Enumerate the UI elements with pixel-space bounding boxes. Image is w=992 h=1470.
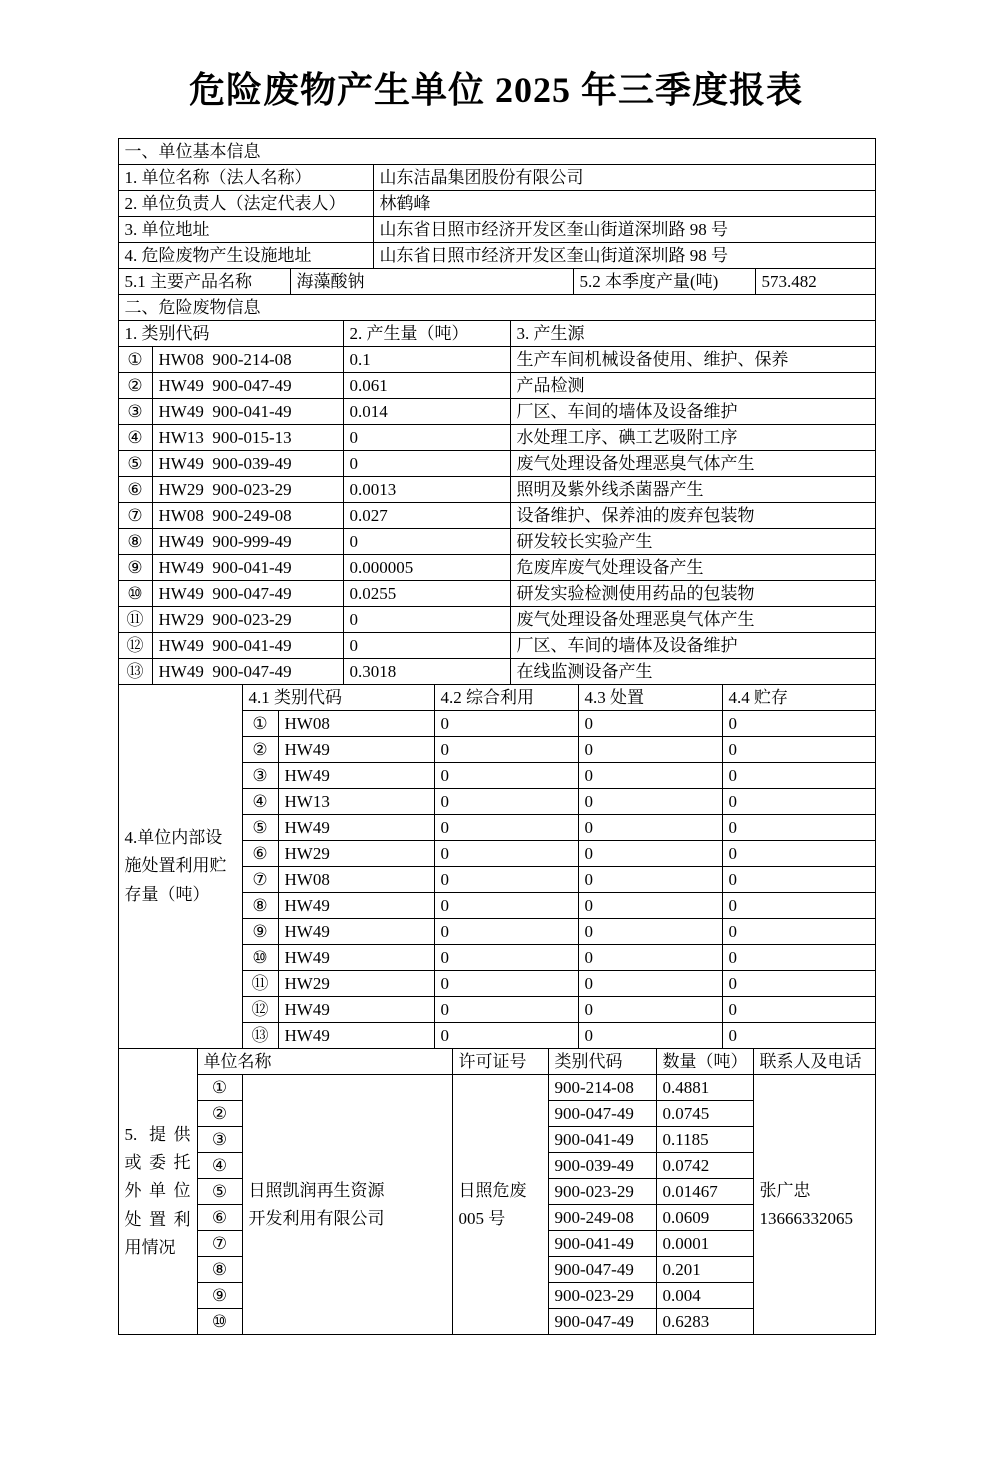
- dispose-qty-cell: 0: [578, 789, 722, 815]
- row-number-cell: ⑫: [118, 633, 152, 659]
- col-header-quantity: 数量（吨）: [656, 1049, 753, 1075]
- waste-code-cell: 900-041-49: [548, 1231, 656, 1257]
- reuse-qty-cell: 0: [434, 815, 578, 841]
- main-product-label: 5.1 主要产品名称: [118, 269, 290, 295]
- generated-qty-cell: 0.0013: [343, 477, 510, 503]
- waste-code-cell: HW49 900-047-49: [152, 373, 343, 399]
- generated-qty-cell: 0.061: [343, 373, 510, 399]
- waste-info-row: [118, 633, 875, 659]
- store-qty-cell: 0: [722, 997, 875, 1023]
- generated-qty-cell: 0.014: [343, 399, 510, 425]
- waste-code-cell: HW49: [278, 763, 434, 789]
- waste-code-cell: 900-249-08: [548, 1205, 656, 1231]
- source-cell: 厂区、车间的墙体及设备维护: [510, 399, 875, 425]
- source-cell: 生产车间机械设备使用、维护、保养: [510, 347, 875, 373]
- waste-code-cell: HW49: [278, 815, 434, 841]
- row-number-cell: ②: [118, 373, 152, 399]
- source-cell: 厂区、车间的墙体及设备维护: [510, 633, 875, 659]
- facility-address-label: 4. 危险废物产生设施地址: [118, 243, 373, 269]
- dispose-qty-cell: 0: [578, 711, 722, 737]
- generated-qty-cell: 0: [343, 607, 510, 633]
- row-number-cell: ⑤: [118, 451, 152, 477]
- dispose-qty-cell: 0: [578, 867, 722, 893]
- waste-code-cell: HW29: [278, 971, 434, 997]
- permit-number-line1: 日照危废: [458, 1181, 527, 1201]
- quantity-cell: 0.0001: [656, 1231, 753, 1257]
- reuse-qty-cell: 0: [434, 867, 578, 893]
- waste-info-row: [118, 477, 875, 503]
- waste-code-cell: 900-047-49: [548, 1309, 656, 1335]
- dispose-qty-cell: 0: [578, 971, 722, 997]
- row-number-cell: ⑦: [242, 867, 278, 893]
- source-cell: 产品检测: [510, 373, 875, 399]
- waste-info-row: [118, 581, 875, 607]
- waste-code-cell: HW08: [278, 711, 434, 737]
- row-number-cell: ⑪: [242, 971, 278, 997]
- waste-info-row: [118, 373, 875, 399]
- waste-info-row: [118, 347, 875, 373]
- col-header-category-code: 1. 类别代码: [118, 321, 343, 347]
- row-number-cell: ⑧: [197, 1257, 242, 1283]
- unit-address-label: 3. 单位地址: [118, 217, 373, 243]
- row-number-cell: ⑨: [118, 555, 152, 581]
- waste-code-cell: HW08: [278, 867, 434, 893]
- row-number-cell: ⑤: [242, 815, 278, 841]
- row-number-cell: ②: [197, 1101, 242, 1127]
- receiving-company-line1: 日照凯润再生资源: [248, 1181, 385, 1201]
- reuse-qty-cell: 0: [434, 763, 578, 789]
- source-cell: 废气处理设备处理恶臭气体产生: [510, 607, 875, 633]
- waste-code-cell: HW49: [278, 1023, 434, 1049]
- waste-code-cell: 900-041-49: [548, 1127, 656, 1153]
- facility-address-value: 山东省日照市经济开发区奎山街道深圳路 98 号: [373, 243, 875, 269]
- waste-code-cell: HW49: [278, 997, 434, 1023]
- reuse-qty-cell: 0: [434, 711, 578, 737]
- waste-code-cell: 900-214-08: [548, 1075, 656, 1101]
- store-qty-cell: 0: [722, 763, 875, 789]
- source-cell: 研发实验检测使用药品的包装物: [510, 581, 875, 607]
- reuse-qty-cell: 0: [434, 789, 578, 815]
- external-disposal-table: [118, 1048, 876, 1335]
- table-row: [118, 217, 875, 243]
- waste-info-row: [118, 451, 875, 477]
- row-number-cell: ⑥: [197, 1205, 242, 1231]
- col-header-43-dispose: 4.3 处置: [578, 685, 722, 711]
- quantity-cell: 0.1185: [656, 1127, 753, 1153]
- reuse-qty-cell: 0: [434, 737, 578, 763]
- row-number-cell: ⑧: [242, 893, 278, 919]
- section4-label: 4.单位内部设施处置利用贮存量（吨）: [118, 685, 242, 1049]
- row-number-cell: ⑪: [118, 607, 152, 633]
- dispose-qty-cell: 0: [578, 815, 722, 841]
- quantity-cell: 0.01467: [656, 1179, 753, 1205]
- waste-info-row: [118, 399, 875, 425]
- row-number-cell: ⑧: [118, 529, 152, 555]
- row-number-cell: ⑦: [197, 1231, 242, 1257]
- main-product-value: 海藻酸钠: [290, 269, 573, 295]
- row-number-cell: ⑤: [197, 1179, 242, 1205]
- section2-column-header-row: [118, 321, 875, 347]
- row-number-cell: ④: [118, 425, 152, 451]
- waste-info-row: [118, 425, 875, 451]
- quarter-output-label: 5.2 本季度产量(吨): [573, 269, 755, 295]
- store-qty-cell: 0: [722, 971, 875, 997]
- reuse-qty-cell: 0: [434, 945, 578, 971]
- dispose-qty-cell: 0: [578, 763, 722, 789]
- source-cell: 水处理工序、碘工艺吸附工序: [510, 425, 875, 451]
- row-number-cell: ⑥: [118, 477, 152, 503]
- waste-code-cell: HW13: [278, 789, 434, 815]
- waste-code-cell: 900-023-29: [548, 1179, 656, 1205]
- reuse-qty-cell: 0: [434, 841, 578, 867]
- waste-info-row: [118, 503, 875, 529]
- waste-code-cell: HW49 900-041-49: [152, 633, 343, 659]
- col-header-category-code: 类别代码: [548, 1049, 656, 1075]
- contact-phone: 13666332065: [759, 1208, 853, 1228]
- page-title: 危险废物产生单位 2025 年三季度报表: [188, 70, 803, 110]
- waste-info-row: [118, 529, 875, 555]
- waste-code-cell: HW49 900-039-49: [152, 451, 343, 477]
- row-number-cell: ⑨: [242, 919, 278, 945]
- report-form: [118, 138, 875, 1335]
- col-header-source: 3. 产生源: [510, 321, 875, 347]
- section1-header-row: [118, 139, 875, 165]
- col-header-contact: 联系人及电话: [753, 1049, 875, 1075]
- waste-code-cell: 900-039-49: [548, 1153, 656, 1179]
- source-cell: 研发较长实验产生: [510, 529, 875, 555]
- waste-code-cell: HW49 900-047-49: [152, 659, 343, 685]
- generated-qty-cell: 0: [343, 529, 510, 555]
- table-row: [118, 165, 875, 191]
- contact-name: 张广忠: [759, 1181, 811, 1201]
- store-qty-cell: 0: [722, 815, 875, 841]
- dispose-qty-cell: 0: [578, 945, 722, 971]
- quarter-output-value: 573.482: [755, 269, 875, 295]
- receiving-company-cell: [242, 1075, 452, 1335]
- quantity-cell: 0.0609: [656, 1205, 753, 1231]
- row-number-cell: ①: [197, 1075, 242, 1101]
- waste-info-row: [118, 555, 875, 581]
- waste-code-cell: 900-047-49: [548, 1101, 656, 1127]
- generated-qty-cell: 0: [343, 425, 510, 451]
- reuse-qty-cell: 0: [434, 971, 578, 997]
- store-qty-cell: 0: [722, 737, 875, 763]
- reuse-qty-cell: 0: [434, 997, 578, 1023]
- table-row: [118, 243, 875, 269]
- row-number-cell: ③: [118, 399, 152, 425]
- quantity-cell: 0.201: [656, 1257, 753, 1283]
- dispose-qty-cell: 0: [578, 841, 722, 867]
- waste-code-cell: HW49 900-047-49: [152, 581, 343, 607]
- row-number-cell: ⑬: [118, 659, 152, 685]
- internal-disposal-table: [118, 684, 876, 1049]
- col-header-44-store: 4.4 贮存: [722, 685, 875, 711]
- generated-qty-cell: 0.3018: [343, 659, 510, 685]
- store-qty-cell: 0: [722, 919, 875, 945]
- row-number-cell: ④: [197, 1153, 242, 1179]
- source-cell: 在线监测设备产生: [510, 659, 875, 685]
- dispose-qty-cell: 0: [578, 737, 722, 763]
- waste-code-cell: HW29 900-023-29: [152, 607, 343, 633]
- waste-code-cell: HW49 900-999-49: [152, 529, 343, 555]
- source-cell: 危废库废气处理设备产生: [510, 555, 875, 581]
- quantity-cell: 0.0742: [656, 1153, 753, 1179]
- section2-header-row: [118, 295, 875, 321]
- generated-qty-cell: 0.1: [343, 347, 510, 373]
- reuse-qty-cell: 0: [434, 893, 578, 919]
- unit-basic-info-table: [118, 138, 876, 269]
- section2-header: 二、危险废物信息: [118, 295, 875, 321]
- row-number-cell: ①: [242, 711, 278, 737]
- row-number-cell: ③: [197, 1127, 242, 1153]
- generated-qty-cell: 0: [343, 451, 510, 477]
- waste-code-cell: HW29: [278, 841, 434, 867]
- reuse-qty-cell: 0: [434, 1023, 578, 1049]
- unit-address-value: 山东省日照市经济开发区奎山街道深圳路 98 号: [373, 217, 875, 243]
- waste-code-cell: HW49: [278, 893, 434, 919]
- row-number-cell: ⑦: [118, 503, 152, 529]
- quantity-cell: 0.4881: [656, 1075, 753, 1101]
- col-header-unit-name: 单位名称: [197, 1049, 452, 1075]
- table-row: [118, 269, 875, 295]
- waste-code-cell: HW49 900-041-49: [152, 399, 343, 425]
- waste-code-cell: HW49: [278, 737, 434, 763]
- quantity-cell: 0.004: [656, 1283, 753, 1309]
- waste-code-cell: HW08 900-249-08: [152, 503, 343, 529]
- waste-code-cell: HW49: [278, 945, 434, 971]
- waste-code-cell: HW08 900-214-08: [152, 347, 343, 373]
- row-number-cell: ⑫: [242, 997, 278, 1023]
- generated-qty-cell: 0: [343, 633, 510, 659]
- col-header-generated-qty: 2. 产生量（吨）: [343, 321, 510, 347]
- unit-name-value: 山东洁晶集团股份有限公司: [373, 165, 875, 191]
- row-number-cell: ①: [118, 347, 152, 373]
- row-number-cell: ③: [242, 763, 278, 789]
- main-product-table: [118, 268, 876, 295]
- waste-code-cell: HW49: [278, 919, 434, 945]
- external-disposal-row: [118, 1075, 875, 1101]
- dispose-qty-cell: 0: [578, 919, 722, 945]
- source-cell: 废气处理设备处理恶臭气体产生: [510, 451, 875, 477]
- contact-cell: [753, 1075, 875, 1335]
- col-header-42-reuse: 4.2 综合利用: [434, 685, 578, 711]
- receiving-company-line2: 开发利用有限公司: [248, 1208, 385, 1228]
- dispose-qty-cell: 0: [578, 997, 722, 1023]
- store-qty-cell: 0: [722, 789, 875, 815]
- store-qty-cell: 0: [722, 841, 875, 867]
- waste-code-cell: HW13 900-015-13: [152, 425, 343, 451]
- row-number-cell: ④: [242, 789, 278, 815]
- store-qty-cell: 0: [722, 1023, 875, 1049]
- row-number-cell: ②: [242, 737, 278, 763]
- table-row: [118, 191, 875, 217]
- store-qty-cell: 0: [722, 945, 875, 971]
- source-cell: 设备维护、保养油的废弃包装物: [510, 503, 875, 529]
- waste-info-row: [118, 607, 875, 633]
- generated-qty-cell: 0.000005: [343, 555, 510, 581]
- reuse-qty-cell: 0: [434, 919, 578, 945]
- waste-code-cell: 900-023-29: [548, 1283, 656, 1309]
- store-qty-cell: 0: [722, 867, 875, 893]
- col-header-41-category: 4.1 类别代码: [242, 685, 434, 711]
- waste-code-cell: 900-047-49: [548, 1257, 656, 1283]
- row-number-cell: ⑩: [118, 581, 152, 607]
- col-header-permit-no: 许可证号: [452, 1049, 548, 1075]
- row-number-cell: ⑨: [197, 1283, 242, 1309]
- quantity-cell: 0.6283: [656, 1309, 753, 1335]
- source-cell: 照明及紫外线杀菌器产生: [510, 477, 875, 503]
- dispose-qty-cell: 0: [578, 893, 722, 919]
- generated-qty-cell: 0.0255: [343, 581, 510, 607]
- generated-qty-cell: 0.027: [343, 503, 510, 529]
- row-number-cell: ⑩: [242, 945, 278, 971]
- section5-label: 5. 提供或委托外单位处置利用情况: [118, 1049, 197, 1335]
- section1-header: 一、单位基本信息: [118, 139, 875, 165]
- quantity-cell: 0.0745: [656, 1101, 753, 1127]
- store-qty-cell: 0: [722, 711, 875, 737]
- waste-code-cell: HW49 900-041-49: [152, 555, 343, 581]
- dispose-qty-cell: 0: [578, 1023, 722, 1049]
- unit-name-label: 1. 单位名称（法人名称）: [118, 165, 373, 191]
- section5-header-row: [118, 1049, 875, 1075]
- store-qty-cell: 0: [722, 893, 875, 919]
- section4-header-row: [118, 685, 875, 711]
- row-number-cell: ⑩: [197, 1309, 242, 1335]
- waste-code-cell: HW29 900-023-29: [152, 477, 343, 503]
- waste-info-row: [118, 659, 875, 685]
- row-number-cell: ⑬: [242, 1023, 278, 1049]
- permit-number-cell: [452, 1075, 548, 1335]
- permit-number-line2: 005 号: [458, 1208, 506, 1228]
- unit-head-label: 2. 单位负责人（法定代表人）: [118, 191, 373, 217]
- unit-head-value: 林鹤峰: [373, 191, 875, 217]
- row-number-cell: ⑥: [242, 841, 278, 867]
- waste-info-table: [118, 294, 876, 685]
